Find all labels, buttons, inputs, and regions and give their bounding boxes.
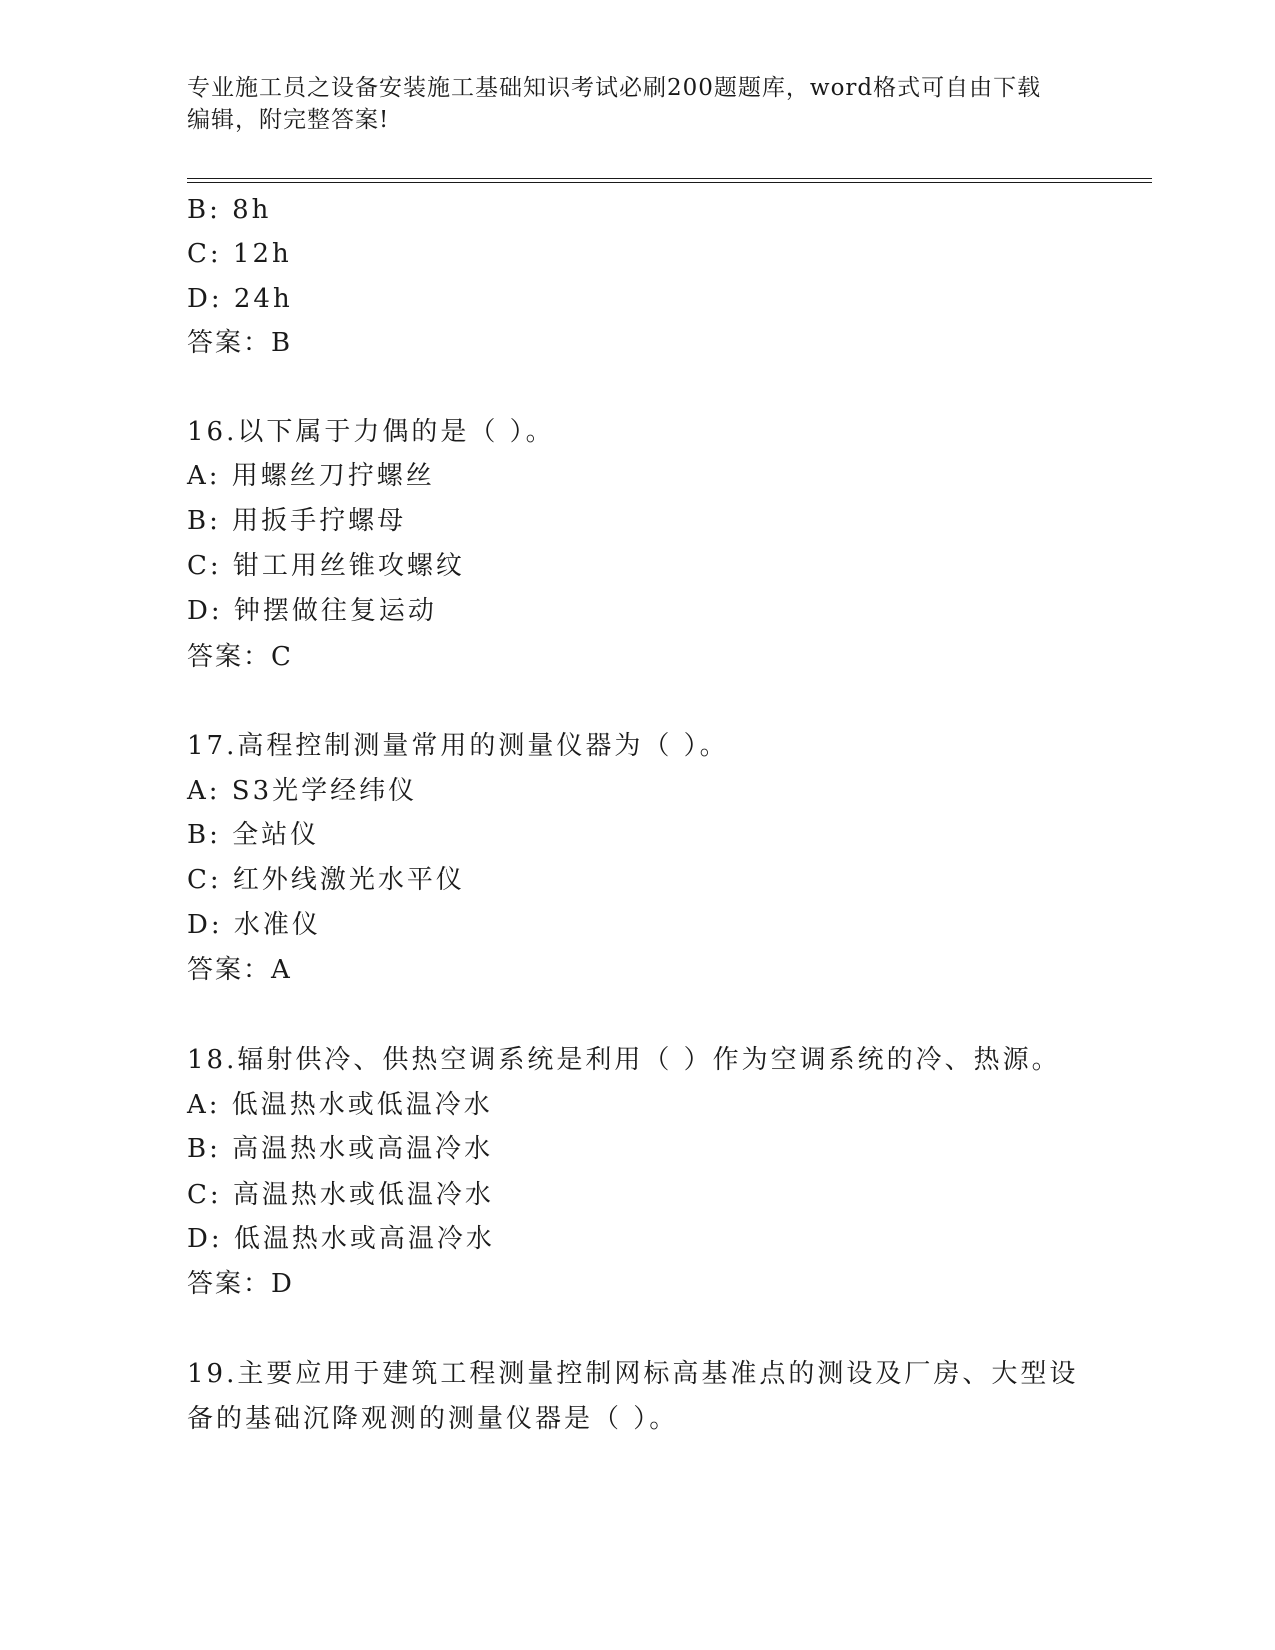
q18-option-d: D: 低温热水或高温冷水	[187, 1224, 495, 1254]
q18-answer: 答案：D	[187, 1269, 294, 1299]
q18-stem: 18.辐射供冷、供热空调系统是利用（ ）作为空调系统的冷、热源。	[187, 1045, 1061, 1075]
q15-answer: 答案：B	[187, 328, 293, 358]
q17-option-d: D: 水准仪	[187, 910, 321, 940]
q15-option-c: C: 12h	[187, 239, 292, 269]
q17-stem: 17.高程控制测量常用的测量仪器为（ ）。	[187, 731, 729, 761]
q16-answer: 答案：C	[187, 642, 293, 672]
header-divider-top	[187, 178, 1152, 179]
q16-stem: 16.以下属于力偶的是（ ）。	[187, 417, 555, 447]
q17-option-c: C: 红外线激光水平仪	[187, 865, 465, 895]
header-divider-bottom	[187, 182, 1152, 183]
q17-answer: 答案：A	[187, 955, 292, 985]
header-line-2: 编辑，附完整答案!	[187, 107, 390, 133]
q16-option-c: C: 钳工用丝锥攻螺纹	[187, 551, 465, 581]
q15-option-b: B: 8h	[187, 195, 272, 225]
q18-option-a: A: 低温热水或低温冷水	[187, 1090, 493, 1120]
q18-option-c: C: 高温热水或低温冷水	[187, 1180, 494, 1210]
q19-stem-line-2: 备的基础沉降观测的测量仪器是（ ）。	[187, 1404, 679, 1434]
q17-option-b: B: 全站仪	[187, 820, 320, 850]
q16-option-b: B: 用扳手拧螺母	[187, 506, 407, 536]
q15-option-d: D: 24h	[187, 284, 293, 314]
q17-option-a: A: S3光学经纬仪	[187, 776, 418, 806]
q16-option-d: D: 钟摆做往复运动	[187, 596, 437, 626]
q19-stem-line-1: 19.主要应用于建筑工程测量控制网标高基准点的测设及厂房、大型设	[187, 1359, 1079, 1389]
header-line-1: 专业施工员之设备安装施工基础知识考试必刷200题题库，word格式可自由下载	[187, 75, 1042, 101]
document-header	[187, 72, 1087, 136]
q16-option-a: A: 用螺丝刀拧螺丝	[187, 461, 435, 491]
q18-option-b: B: 高温热水或高温冷水	[187, 1134, 494, 1164]
